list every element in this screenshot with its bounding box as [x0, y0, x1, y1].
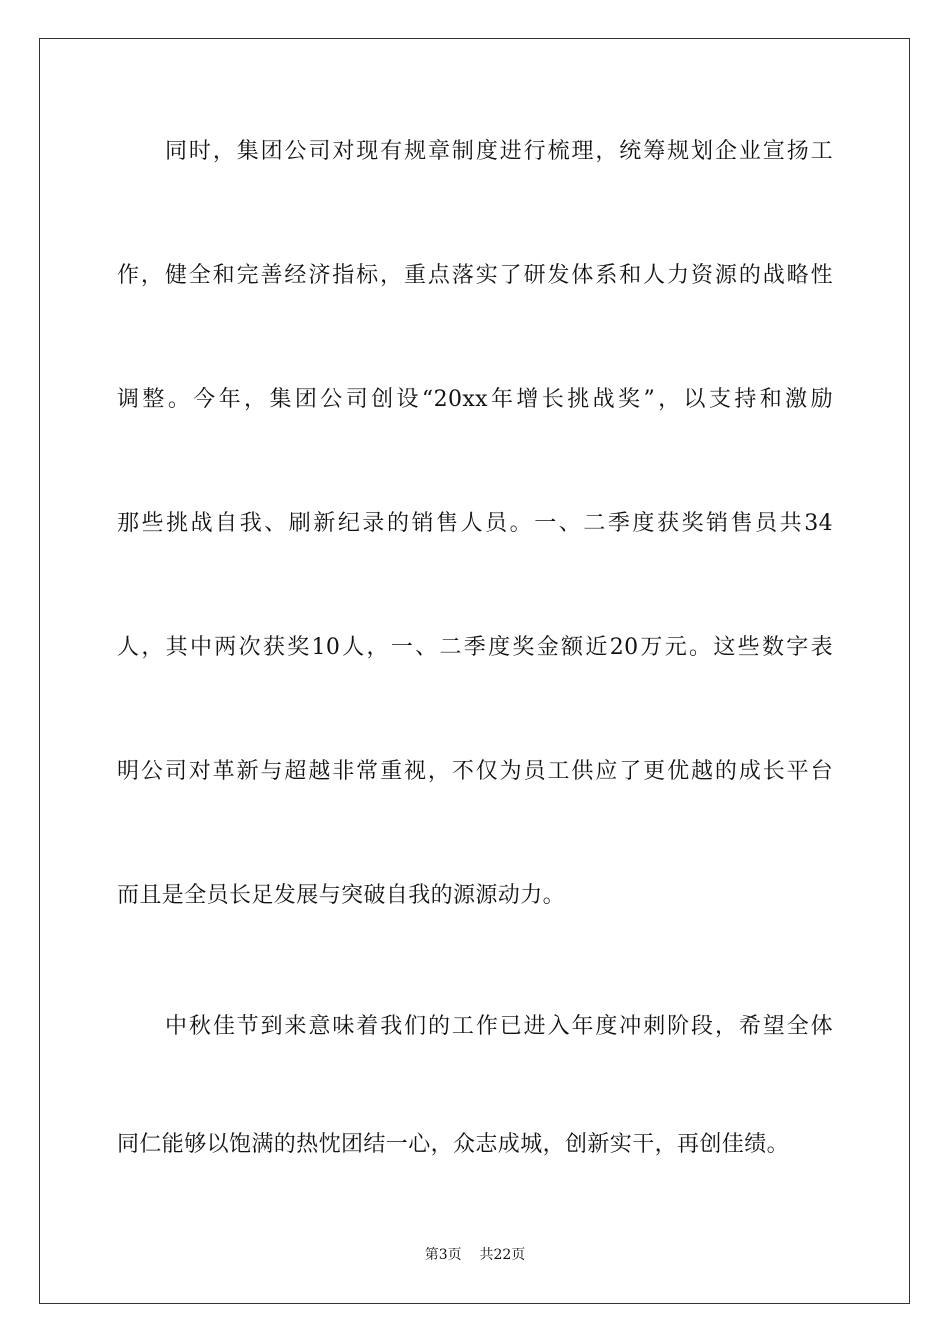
paragraph-1-line-1: 同时，集团公司对现有规章制度进行梳理，统筹规划企业宣扬工 — [165, 139, 833, 164]
page-number: 第3页 — [424, 1247, 462, 1263]
paragraph-1-line-5: 人，其中两次获奖10人，一、二季度奖金额近20万元。这些数字表 — [117, 635, 833, 660]
paragraph-2-line-1: 中秋佳节到来意味着我们的工作已进入年度冲刺阶段，希望全体 — [165, 1014, 833, 1039]
paragraph-1-line-2: 作，健全和完善经济指标，重点落实了研发体系和人力资源的战略性 — [117, 263, 833, 288]
page-border — [39, 38, 910, 1304]
paragraph-1-line-7: 而且是全员长足发展与突破自我的源源动力。 — [117, 883, 566, 908]
paragraph-1-line-4: 那些挑战自我、刷新纪录的销售人员。一、二季度获奖销售员共34 — [117, 511, 833, 536]
page-footer — [0, 1245, 950, 1265]
paragraph-1-line-6: 明公司对革新与超越非常重视，不仅为员工供应了更优越的成长平台 — [117, 759, 833, 784]
total-pages: 共22页 — [479, 1247, 526, 1263]
paragraph-2-line-2: 同仁能够以饱满的热忱团结一心，众志成城，创新实干，再创佳绩。 — [117, 1132, 790, 1157]
paragraph-1-line-3: 调整。今年，集团公司创设“20xx年增长挑战奖”，以支持和激励 — [117, 387, 833, 412]
footer-separator — [462, 1247, 480, 1263]
